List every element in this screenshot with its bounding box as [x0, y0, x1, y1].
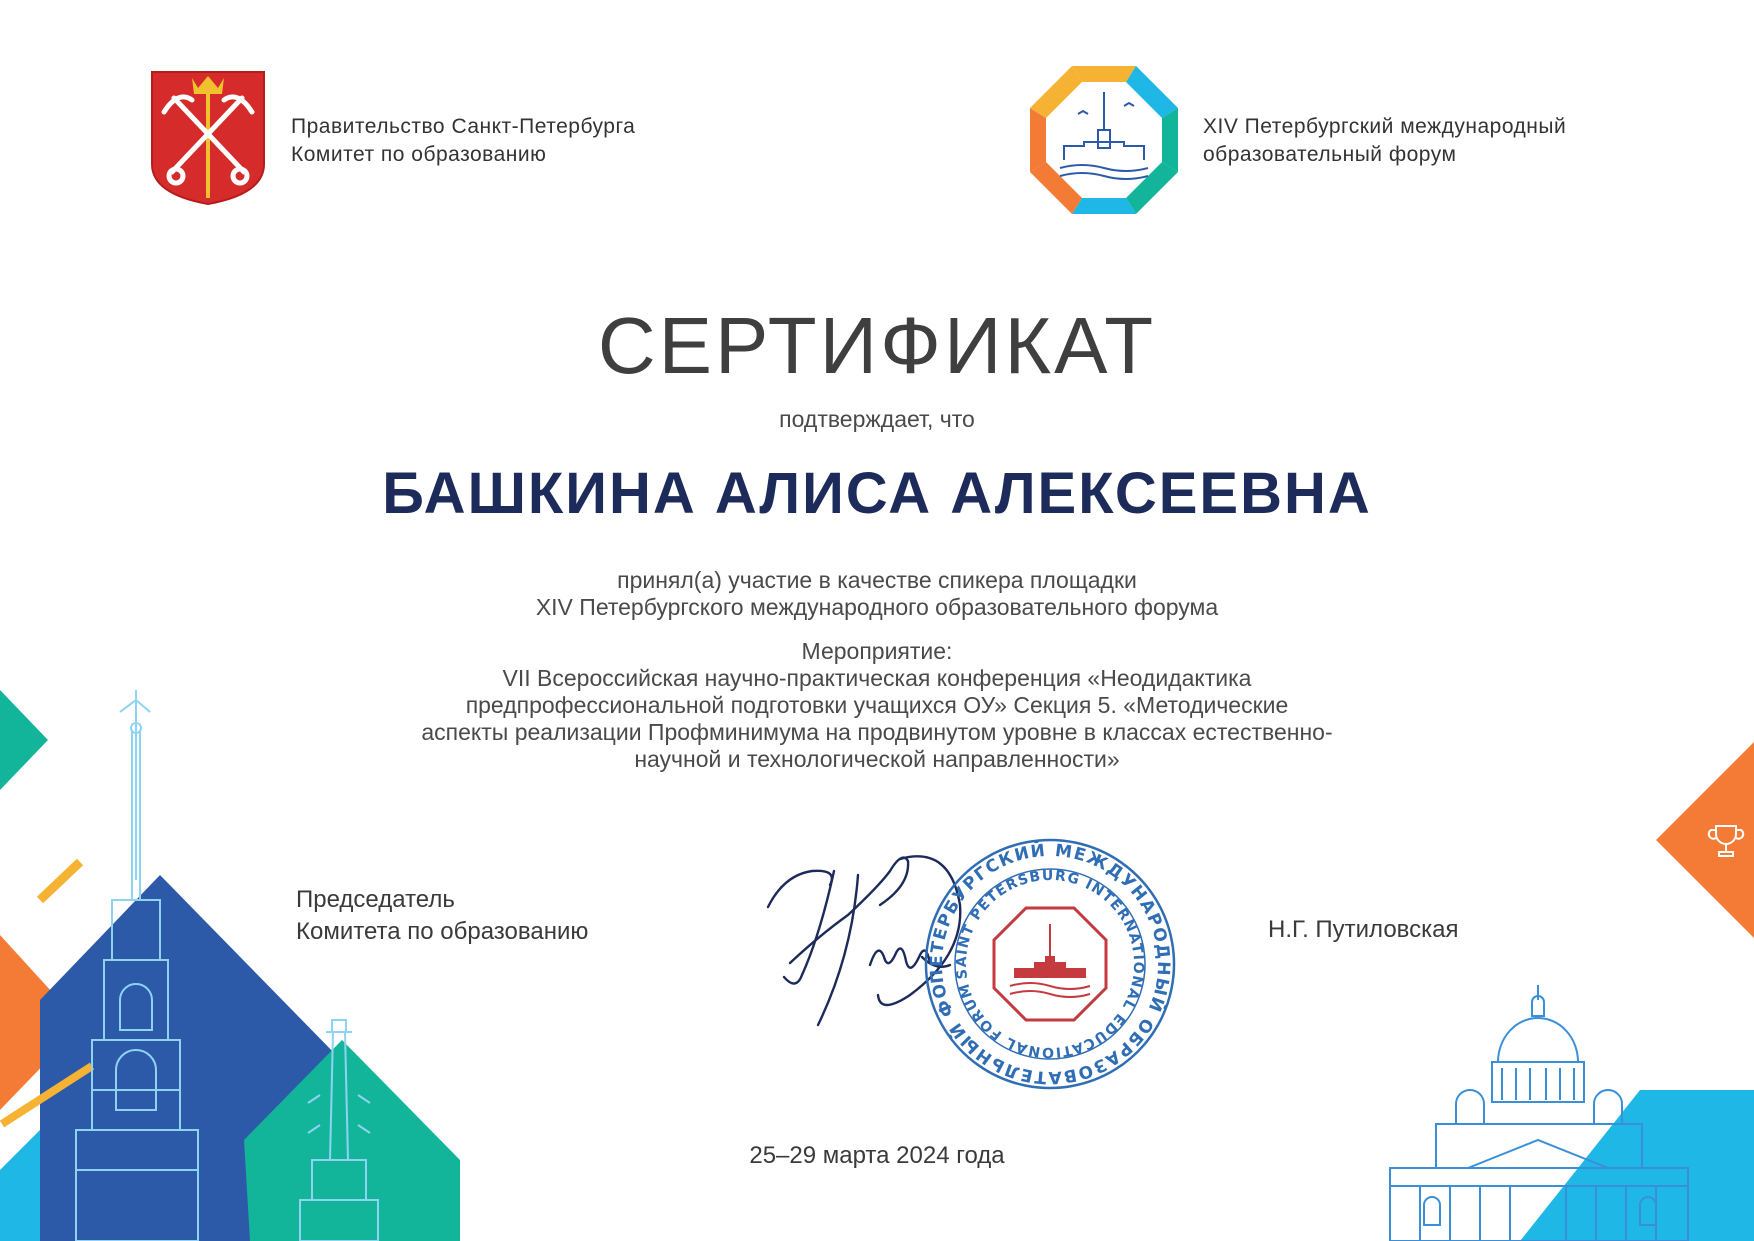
signer-position [296, 884, 588, 948]
right-org-name [1203, 113, 1566, 169]
participation-line: XIV Петербургского международного образовательного форума [535, 594, 1219, 620]
event-line: аспекты реализации Профминимума на продвинутом уровне в классах естественно- [421, 719, 1333, 745]
event-line: научной и технологической направленности» [634, 746, 1120, 772]
event-line: VII Всероссийская научно-практическая конференция «Неодидактика [502, 665, 1252, 691]
signer-name: Н.Г. Путиловская [1268, 916, 1459, 943]
svg-text:ПЕТЕРБУРГСКИЙ МЕЖДУНАРОДНЫЙ ОБ: ПЕТЕРБУРГСКИЙ МЕЖДУНАРОДНЫЙ ОБРАЗОВАТЕЛЬНЫЙ ФОРУМ [926, 840, 1174, 1088]
st-petersburg-coat-of-arms-icon [148, 68, 268, 206]
event-label: Мероприятие: [801, 638, 953, 664]
left-org-line2: Комитет по образованию [291, 143, 547, 166]
yellow-stripe-top-icon [40, 862, 80, 900]
forum-round-stamp-icon [918, 832, 1182, 1096]
left-org-name [291, 113, 635, 169]
right-org-line2: образовательный форум [1203, 143, 1457, 166]
svg-text:SAINT PETERSBURG INTERNATIONAL: SAINT PETERSBURG INTERNATIONAL EDUCATIONAL FORUM [953, 867, 1147, 1061]
recipient-name: БАШКИНА АЛИСА АЛЕКСЕЕВНА [382, 461, 1372, 526]
signer-position-line2: Комитета по образованию [296, 918, 589, 945]
forum-octagon-logo-icon [1026, 62, 1182, 218]
event-description [0, 638, 1754, 773]
confirms-text: подтверждает, что [779, 406, 975, 432]
event-line: предпрофессиональной подготовки учащихся ОУ» Секция 5. «Методические [465, 692, 1289, 718]
left-org-line1: Правительство Санкт-Петербурга [291, 115, 636, 138]
signer-position-line1: Председатель [296, 886, 455, 913]
participation-text [0, 567, 1754, 621]
participation-line: принял(а) участие в качестве спикера площадки [617, 567, 1137, 593]
event-dates: 25–29 марта 2024 года [749, 1142, 1005, 1169]
right-org-line1: XIV Петербургский международный [1203, 115, 1567, 138]
certificate-title: СЕРТИФИКАТ [597, 301, 1157, 390]
